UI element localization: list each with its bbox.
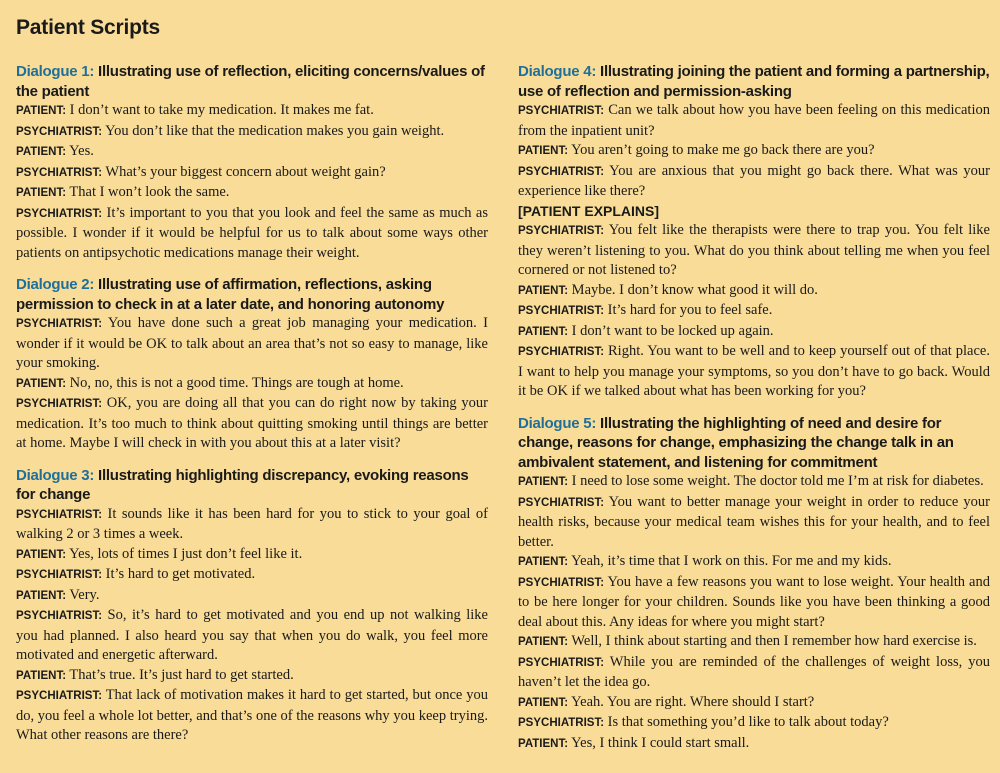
left-column [16, 62, 488, 758]
line-text: Very. [66, 586, 100, 603]
speaker-label: PATIENT: [518, 737, 569, 750]
line-text: Yeah, it’s time that I work on this. For me and my kids. [568, 553, 892, 569]
speaker-label: PSYCHIATRIST: [518, 717, 605, 729]
line-text: Yeah. You are right. Where should I start? [568, 693, 815, 710]
speaker-label: PSYCHIATRIST: [16, 166, 103, 179]
line-text: You aren’t going to make me go back there are you? [568, 142, 875, 158]
speaker-label: PSYCHIATRIST: [518, 165, 605, 178]
dialogue-line [16, 163, 488, 184]
dialogue-line [16, 545, 488, 566]
line-text: It sounds like it has been hard for you to stick to your goal of walking 2 or 3 times a week. [16, 505, 488, 542]
dialogue-line [16, 686, 488, 746]
dialogue-line [518, 472, 990, 493]
line-text: You want to better manage your weight in order to reduce your health risks, because your medical team wishes this for your health, and to feel better. [518, 493, 990, 550]
line-text: I need to lose some weight. The doctor told me I’m at risk for diabetes. [568, 473, 984, 489]
line-text: You have done such a great job managing your medication. I wonder if it would be OK to talk about an area that’s not so easy to manage, like your smoking. [16, 315, 488, 371]
speaker-label: PSYCHIATRIST: [16, 125, 103, 138]
line-text: You don’t like that the medication makes you gain weight. [102, 122, 445, 139]
speaker-label: PATIENT: [518, 636, 569, 648]
line-text: Well, I think about starting and then I remember how hard exercise is. [568, 633, 977, 649]
dialogue-line [16, 565, 488, 586]
speaker-label: PATIENT: [16, 548, 67, 561]
speaker-label: PSYCHIATRIST: [16, 318, 103, 330]
line-text: Yes. [66, 143, 94, 159]
dialogue-line [518, 693, 990, 714]
line-text: Can we talk about how you have been feeling on this medication from the inpatient unit? [518, 102, 990, 139]
dialogue-section [16, 62, 488, 263]
speaker-label: PSYCHIATRIST: [518, 346, 605, 358]
dialogue-line [518, 573, 990, 633]
speaker-label: PSYCHIATRIST: [518, 105, 605, 117]
dialogue-line [16, 142, 488, 163]
dialogue-number: Dialogue 1: [16, 63, 95, 80]
dialogue-line [16, 183, 488, 204]
speaker-label: PATIENT: [16, 589, 67, 602]
dialogue-heading [518, 62, 990, 101]
speaker-label: PSYCHIATRIST: [518, 496, 605, 509]
speaker-label: PATIENT: [16, 669, 67, 682]
speaker-label: PSYCHIATRIST: [518, 576, 605, 589]
dialogue-line [16, 122, 488, 143]
dialogue-heading [518, 414, 990, 473]
dialogue-line [518, 734, 990, 755]
dialogue-line [518, 301, 990, 322]
speaker-label: PSYCHIATRIST: [16, 398, 103, 410]
dialogue-heading-text: Illustrating the highlighting of need and desire for change, reasons for change, emphasizing the change talk in an ambivalent statement, and listening for commitment [518, 414, 954, 471]
speaker-label: PATIENT: [518, 145, 569, 157]
speaker-label: PSYCHIATRIST: [518, 225, 605, 237]
speaker-label: PSYCHIATRIST: [16, 508, 103, 521]
dialogue-line [16, 586, 488, 607]
line-text: What’s your biggest concern about weight gain? [102, 163, 386, 180]
dialogue-heading [16, 275, 488, 314]
line-text: It’s hard for you to feel safe. [604, 302, 773, 318]
line-text: Is that something you’d like to talk about today? [604, 714, 889, 730]
line-text: I don’t want to be locked up again. [568, 322, 774, 339]
line-text: Maybe. I don’t know what good it will do. [568, 281, 818, 298]
dialogue-line [518, 713, 990, 734]
right-column [518, 62, 990, 766]
dialogue-line [518, 342, 990, 402]
line-text: You felt like the therapists were there to trap you. You felt like they weren’t listening to you. What do you think about telling me when you feel cornered or not listened to? [518, 222, 990, 278]
dialogue-number: Dialogue 5: [518, 414, 597, 432]
dialogue-section [16, 275, 488, 454]
dialogue-line [518, 653, 990, 693]
line-text: You are anxious that you might go back there. What was your experience like there? [518, 162, 990, 199]
line-text: You have a few reasons you want to lose weight. Your health and to be here longer for your children. Sounds like you have been thinking a good deal about this. Any ideas for where you might start? [518, 573, 990, 630]
dialogue-heading-text: Illustrating use of reflection, eliciting concerns/values of the patient [16, 63, 485, 100]
dialogue-line [518, 552, 990, 573]
line-text: Right. You want to be well and to keep yourself out of that place. I want to help you manage your symptoms, so you don’t have to go back. Would it be OK if we talked about what has been working for you? [518, 343, 990, 399]
speaker-label: PATIENT: [16, 187, 67, 199]
dialogue-heading-text: Illustrating use of affirmation, reflections, asking permission to check in at a later date, and honoring autonomy [16, 276, 445, 313]
dialogue-line [518, 141, 990, 162]
dialogue-line [16, 505, 488, 545]
line-text: No, no, this is not a good time. Things are tough at home. [66, 374, 404, 391]
line-text: That’s true. It’s just hard to get started. [66, 666, 294, 683]
speaker-label: PATIENT: [518, 476, 569, 488]
dialogue-line [16, 101, 488, 122]
line-text: So, it’s hard to get motivated and you end up not walking like you had planned. I also heard you say that when you do walk, you feel more motivated and energetic afterward. [16, 607, 488, 663]
speaker-label: PATIENT: [16, 377, 67, 390]
page-title: Patient Scripts [16, 16, 161, 39]
speaker-label: PSYCHIATRIST: [16, 690, 103, 702]
dialogue-number: Dialogue 4: [518, 63, 597, 80]
dialogue-line [16, 666, 488, 687]
line-text: That I won’t look the same. [66, 184, 230, 200]
speaker-label: PATIENT: [518, 284, 569, 297]
dialogue-heading [16, 62, 488, 101]
dialogue-line [518, 632, 990, 653]
line-text: That lack of motivation makes it hard to get started, but once you do, you feel a whole lot better, and that’s one of the reasons why you keep trying. What other reasons are there? [16, 687, 488, 743]
dialogue-line [518, 322, 990, 343]
dialogue-line [518, 493, 990, 553]
speaker-label: PSYCHIATRIST: [16, 610, 103, 622]
dialogue-line [518, 101, 990, 141]
dialogue-line [16, 204, 488, 264]
dialogue-line [518, 162, 990, 202]
dialogue-line [518, 281, 990, 302]
line-text: While you are reminded of the challenges of weight loss, you haven’t let the idea go. [518, 653, 990, 690]
speaker-label: PSYCHIATRIST: [16, 207, 103, 220]
line-text: It’s hard to get motivated. [102, 566, 256, 582]
dialogue-line [16, 606, 488, 666]
speaker-label: PATIENT: [518, 696, 569, 709]
line-text: Yes, I think I could start small. [568, 734, 750, 751]
speaker-label: PATIENT: [16, 105, 67, 117]
dialogue-section [518, 414, 990, 755]
dialogue-heading-text: Illustrating highlighting discrepancy, evoking reasons for change [16, 466, 469, 503]
speaker-label: PATIENT: [16, 146, 67, 158]
speaker-label: PSYCHIATRIST: [518, 305, 605, 317]
dialogue-line [16, 314, 488, 374]
dialogue-line [16, 374, 488, 395]
speaker-label: PATIENT: [518, 556, 569, 568]
dialogue-number: Dialogue 2: [16, 276, 95, 293]
speaker-label: PSYCHIATRIST: [16, 569, 103, 581]
line-text: It’s important to you that you look and feel the same as much as possible. I wonder if it would be helpful for us to talk about some ways other patients on antipsychotic medications manage their weight. [16, 204, 488, 261]
line-text: I don’t want to take my medication. It makes me fat. [66, 102, 374, 118]
speaker-label: PATIENT: [518, 325, 569, 338]
speaker-label: PSYCHIATRIST: [518, 656, 605, 669]
dialogue-line [16, 394, 488, 454]
dialogue-section [16, 466, 488, 746]
stage-direction: [PATIENT EXPLAINS] [518, 202, 660, 219]
dialogue-heading [16, 466, 488, 505]
line-text: OK, you are doing all that you can do right now by taking your medication. It’s too much to think about quitting smoking until things are better at home. Maybe I will check in with you about this at a later visit? [16, 395, 488, 451]
dialogue-section [518, 62, 990, 402]
dialogue-heading-text: Illustrating joining the patient and forming a partnership, use of reflection and permission-asking [518, 63, 990, 100]
dialogue-number: Dialogue 3: [16, 466, 95, 484]
line-text: Yes, lots of times I just don’t feel like it. [66, 545, 303, 562]
dialogue-line [518, 221, 990, 281]
